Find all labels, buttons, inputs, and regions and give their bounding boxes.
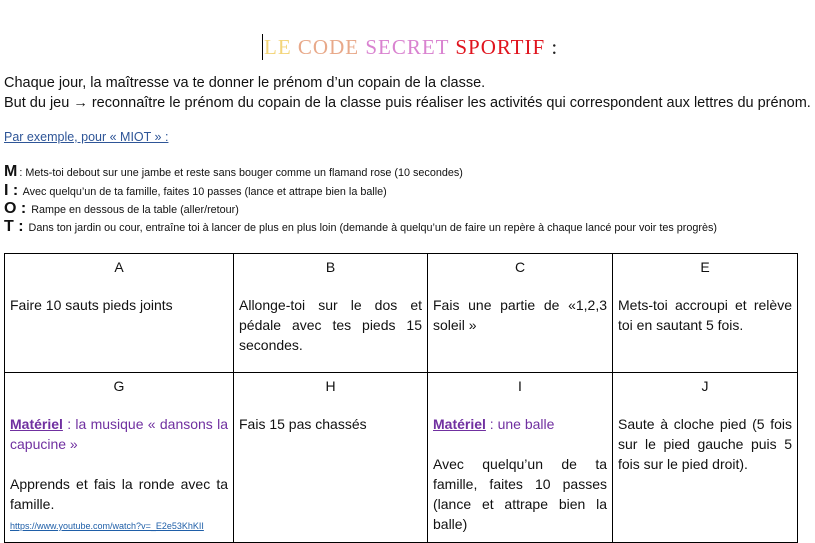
cell-text: Fais 15 pas chassés (239, 416, 367, 432)
title-word: CODE (297, 35, 360, 59)
cell-g (5, 373, 234, 543)
cell-text: Fais une partie de «1,2,3 soleil » (433, 297, 607, 333)
rule-i (4, 182, 387, 200)
title-word: SPORTIF (455, 35, 546, 59)
cell-text: Saute à cloche pied (5 fois sur le pied gauche puis 5 fois sur le pied droit). (618, 416, 792, 472)
cell-letter: G (113, 378, 125, 394)
cell-c (428, 254, 613, 373)
material-note (433, 414, 607, 434)
youtube-link[interactable]: https://www.youtube.com/watch?v=_E2e53KhKII (10, 521, 204, 531)
cell-letter: E (700, 259, 710, 275)
material-note (10, 414, 228, 454)
page-title (262, 34, 558, 60)
cell-letter: C (514, 259, 526, 275)
cell-a (5, 254, 234, 373)
rule-text: Dans ton jardin ou cour, entraîne toi à lancer de plus en plus loin (demande à quelqu’un de faire un repère à chaque lancé pour voir tes progrès) (28, 222, 717, 234)
title-word: LE (264, 35, 292, 59)
rule-letter: M (4, 163, 18, 180)
material-text: : la musique « dansons la capucine » (10, 416, 228, 452)
rule-text: : Mets-toi debout sur une jambe et reste sans bouger comme un flamand rose (10 secondes) (19, 167, 463, 179)
activity-table (4, 253, 798, 543)
rule-text: Avec quelqu’un de ta famille, faites 10 passes (lance et attrape bien la balle) (22, 186, 387, 198)
cell-letter: A (114, 259, 124, 275)
cell-i (428, 373, 613, 543)
table-row (5, 373, 798, 543)
material-label: Matériel (433, 416, 486, 432)
rule-letter: O : (4, 200, 27, 217)
cell-e (613, 254, 798, 373)
cell-text: Faire 10 sauts pieds joints (10, 297, 173, 313)
title-colon: : (551, 35, 559, 59)
cell-text: Avec quelqu’un de ta famille, faites 10 passes (lance et attrape bien la balle) (433, 456, 607, 532)
cell-letter: J (701, 378, 709, 394)
cell-b (234, 254, 428, 373)
rule-m (4, 163, 463, 181)
cell-text: Allonge-toi sur le dos et pédale avec tes pieds 15 secondes. (239, 297, 422, 353)
title-word: SECRET (365, 35, 450, 59)
material-text: : une balle (485, 416, 555, 432)
cell-j (613, 373, 798, 543)
table-row (5, 254, 798, 373)
intro-line: Chaque jour, la maîtresse va te donner le prénom d’un copain de la classe. (4, 75, 486, 91)
cell-letter: B (325, 259, 336, 275)
rule-letter: I : (4, 182, 19, 199)
rule-text: Rampe en dessous de la table (aller/retour) (31, 204, 239, 216)
cell-h (234, 373, 428, 543)
intro-line: But du jeu → reconnaître le prénom du copain de la classe puis réaliser les activités qui correspondent aux lettres du prénom. (4, 95, 811, 111)
cell-text: Mets-toi accroupi et relève toi en sautant 5 fois. (618, 297, 792, 333)
material-label: Matériel (10, 416, 63, 432)
cell-letter: I (518, 378, 522, 394)
cell-text: Apprends et fais la ronde avec ta famille. (10, 476, 228, 512)
rule-letter: T : (4, 218, 24, 235)
cell-letter: H (325, 378, 336, 394)
example-heading: Par exemple, pour « MIOT » : (4, 130, 169, 144)
rule-t (4, 218, 717, 236)
rule-o (4, 200, 239, 218)
